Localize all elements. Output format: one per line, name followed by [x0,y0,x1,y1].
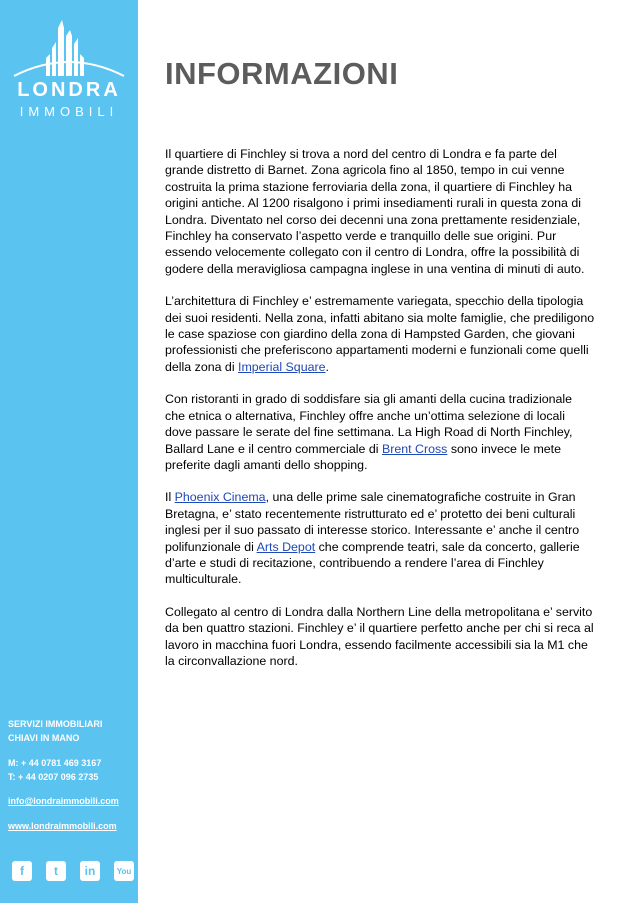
paragraph-2-end: . [325,359,329,374]
paragraph-2 [165,293,595,375]
brent-cross-link[interactable]: Brent Cross [381,441,448,456]
skyline-icon [0,18,138,78]
paragraph-4-end: che comprende teatri, sale da concerto, gallerie d’arte e studi di recitazione, contribuendo a rendere l’area di Finchley multiculturale. [165,539,580,587]
services-line1: SERVIZI IMMOBILIARI [8,719,103,729]
paragraph-4 [165,489,595,587]
article-body [165,146,595,685]
phoenix-cinema-link[interactable]: Phoenix Cinema [174,490,266,505]
linkedin-icon[interactable]: in [80,861,100,881]
company-logo[interactable] [0,18,138,118]
paragraph-1: Il quartiere di Finchley si trova a nord del centro di Londra e fa parte del grande distretto di Barnet. Zona agricola fino al 1850, tempo in cui venne costruita la prima stazione ferroviaria della zona, il quartiere di Finchley ha origini antiche. Al 1200 risalgono i primi insediamenti rurali in questa zona di Londra. Diventato nel corso dei decenni una zona prettamente residenziale, Finchley ha conservato l’aspetto verde e tranquillo delle sue origini. Pur essendo velocemente collegato con il centro di Londra, offre la possibilità di godere della meravigliosa campagna inglese in una ventina di minuti di auto. [165,147,585,276]
paragraph-3 [165,391,595,473]
sidebar [0,0,138,903]
youtube-icon[interactable]: You [114,861,134,881]
logo-text-immobili: IMMOBILI [19,104,119,119]
facebook-icon[interactable]: f [12,861,32,881]
services-line2: CHIAVI IN MANO [8,733,80,743]
page-title: INFORMAZIONI [165,56,399,91]
mobile-number: M: + 44 0781 469 3167 [8,758,102,768]
imperial-square-link[interactable]: Imperial Square [238,359,326,374]
email-link[interactable]: info@londraimmobili.com [8,796,119,806]
paragraph-2-text: L’architettura di Finchley e’ estremamente variegata, specchio della tipologia dei suoi residenti. Nella zona, infatti abitano sia molte famiglie, che prediligono le case spaziose con giardino della zona di Hampsted Garden, che giovani professionisti che preferiscono appartamenti moderni e funzionali come quelli della zona di [165,294,595,374]
paragraph-4-start: Il [165,490,175,505]
paragraph-4-text: , una delle prime sale cinematografiche costruite in Gran Bretagna, e’ stato recentemente ristrutturato ed e’ protetto dei beni culturali inglesi per il suo passato di interesse storico. Interessante e’ anche il centro polifunzionale di [165,490,580,554]
social-links [12,861,134,881]
logo-text-londra: LONDRA [17,79,121,101]
telephone-number: T: + 44 0207 096 2735 [8,772,99,782]
paragraph-3-end: sono invece le mete preferite dagli amanti dello shopping. [165,441,562,472]
twitter-icon[interactable]: t [46,861,66,881]
paragraph-3-text: Con ristoranti in grado di soddisfare sia gli amanti della cucina tradizionale che etnica o alternativa, Finchley offre anche un’ottima selezione di locali dove passare le serate del fine settimana. La High Road di North Finchley, Ballard Lane e il centro commerciale di [165,392,573,456]
website-link[interactable]: www.londraimmobili.com [8,821,117,831]
arts-depot-link[interactable]: Arts Depot [256,539,316,554]
paragraph-5: Collegato al centro di Londra dalla Northern Line della metropolitana e’ servito da ben quattro stazioni. Finchley e’ il quartiere perfetto anche per chi si reca al lavoro in macchina fuori Londra, essendo facilmente accessibili sia la M1 che la circonvallazione nord. [165,604,594,668]
